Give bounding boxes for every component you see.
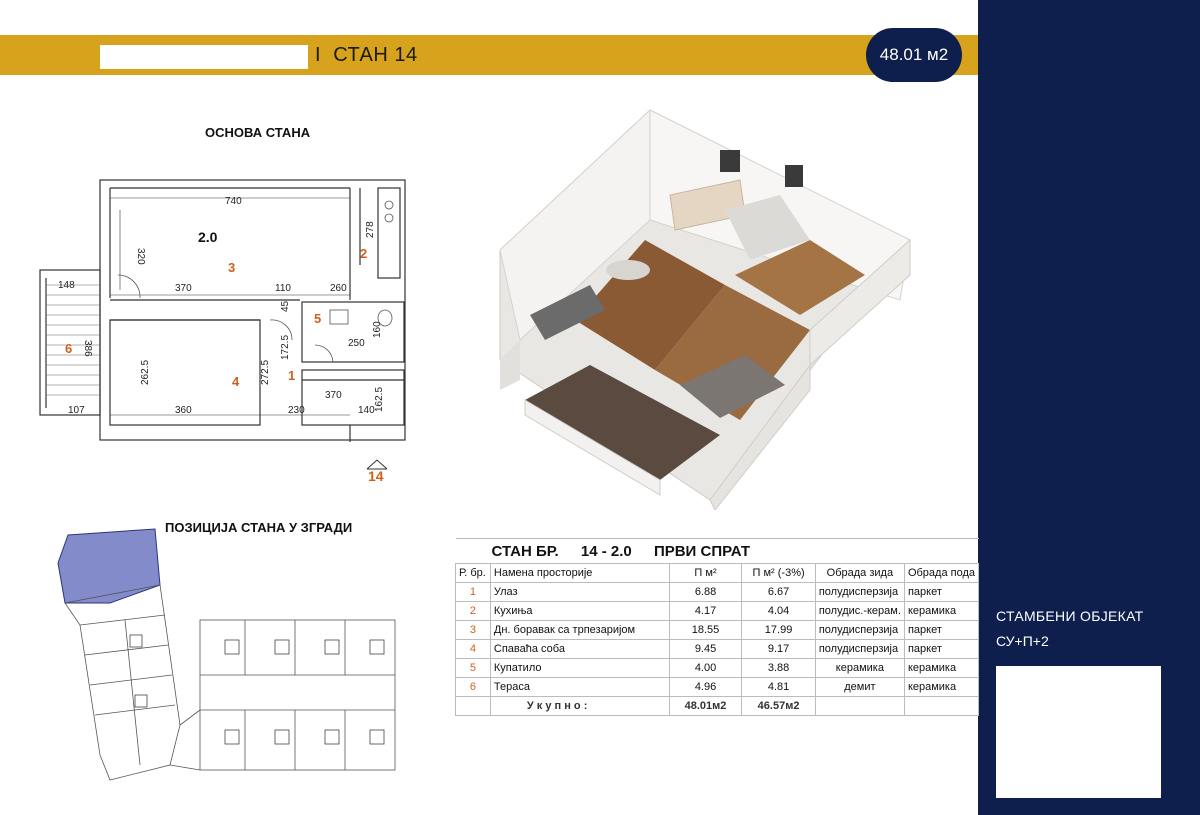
logo-placeholder [996,666,1161,798]
room-area: 18.55 [669,621,742,640]
col-header-wall: Обрада зида [815,564,904,583]
room-name: Купатило [490,659,669,678]
dim-110: 110 [275,283,291,294]
dim-45: 45 [280,300,291,312]
room-name: Дн. боравак са трпезаријом [490,621,669,640]
room-area: 9.45 [669,640,742,659]
total-area-reduced: 46.57м2 [742,697,816,716]
building-position-plan [50,525,420,790]
unit-label: 2.0 [198,229,218,245]
table-row [456,678,979,697]
room-table [455,538,979,716]
dim-172-5: 172.5 [280,334,291,360]
object-type: СУ+П+2 [996,633,1049,649]
dim-360: 360 [175,405,192,416]
floor-finish: паркет [904,621,978,640]
dim-148: 148 [58,280,75,291]
room-number-2: 2 [360,246,368,261]
room-number-4: 4 [232,374,240,389]
row-number: 4 [456,640,491,659]
room-name: Спаваћа соба [490,640,669,659]
table-title-row [456,539,979,564]
room-number-3: 3 [228,260,236,275]
dim-370-a: 370 [175,283,192,294]
dim-250: 250 [348,338,365,349]
row-number: 5 [456,659,491,678]
dim-740: 740 [225,196,242,207]
floor-finish: паркет [904,583,978,602]
floor-finish: керамика [904,678,978,697]
table-row [456,583,979,602]
room-name: Тераса [490,678,669,697]
dim-262-5: 262.5 [140,359,151,385]
room-area-reduced: 17.99 [742,621,816,640]
table-row [456,659,979,678]
row-number: 6 [456,678,491,697]
highlighted-apartment [58,529,160,603]
room-number-1: 1 [288,368,296,383]
apartment-title-text: СТАН 14 [333,44,418,66]
plan-title: ОСНОВА СТАНА [205,125,311,140]
dim-160: 160 [372,321,383,338]
apartment-3d-render [480,100,920,510]
wall-finish: керамика [815,659,904,678]
col-header-name: Намена просторије [490,564,669,583]
room-area: 4.96 [669,678,742,697]
dim-260: 260 [330,283,347,294]
total-area: 48.01м2 [669,697,742,716]
room-area-reduced: 9.17 [742,640,816,659]
row-number: 1 [456,583,491,602]
table-row [456,640,979,659]
area-badge: 48.01 м2 [866,28,962,82]
room-area-reduced: 6.67 [742,583,816,602]
room-number-5: 5 [314,311,322,326]
room-area-reduced: 4.04 [742,602,816,621]
table-total-row [456,697,979,716]
floor-finish: керамика [904,659,978,678]
room-number-6: 6 [65,341,73,356]
wall-finish: полудисперзија [815,640,904,659]
wall-finish: полудисперзија [815,583,904,602]
building-title: ПОЗИЦИЈА СТАНА У ЗГРАДИ [165,520,353,535]
dim-320: 320 [135,248,146,265]
col-header-area-reduced: П м² (-3%) [742,564,816,583]
table-row [456,602,979,621]
table-title-apt: СТАН БР. [491,542,559,560]
dim-278: 278 [365,221,376,238]
room-area: 4.17 [669,602,742,621]
total-label: У к у п н о : [490,697,669,716]
table-row [456,621,979,640]
row-number: 3 [456,621,491,640]
table-title-number: 14 - 2.0 [580,542,632,560]
dim-162-5: 162.5 [374,386,385,412]
dim-386: 386 [82,340,93,357]
floor-finish: керамика [904,602,978,621]
col-header-area: П м² [669,564,742,583]
redacted-block [100,45,308,69]
wall-finish: демит [815,678,904,697]
plan-outer-wall [100,180,405,440]
col-header-floor: Обрада пода [904,564,978,583]
table-title-floor: ПРВИ СПРАТ [653,542,751,560]
dim-230: 230 [288,405,305,416]
title-separator: I [315,44,322,66]
entry-number: 14 [368,468,384,484]
wall-finish: полудис.-керам. [815,602,904,621]
object-label: СТАМБЕНИ ОБЈЕКАТ [996,608,1144,624]
room-area: 4.00 [669,659,742,678]
dim-140: 140 [358,405,375,416]
wall-finish: полудисперзија [815,621,904,640]
col-header-no: Р. бр. [456,564,491,583]
room-area-reduced: 4.81 [742,678,816,697]
dim-272-5: 272.5 [260,359,271,385]
room-name: Кухиња [490,602,669,621]
floor-plan [30,170,430,450]
apartment-title [315,44,418,67]
room-name: Улаз [490,583,669,602]
dim-370-b: 370 [325,390,342,401]
row-number: 2 [456,602,491,621]
table-header-row [456,564,979,583]
floor-finish: паркет [904,640,978,659]
dim-107: 107 [68,405,85,416]
room-area-reduced: 3.88 [742,659,816,678]
room-area: 6.88 [669,583,742,602]
